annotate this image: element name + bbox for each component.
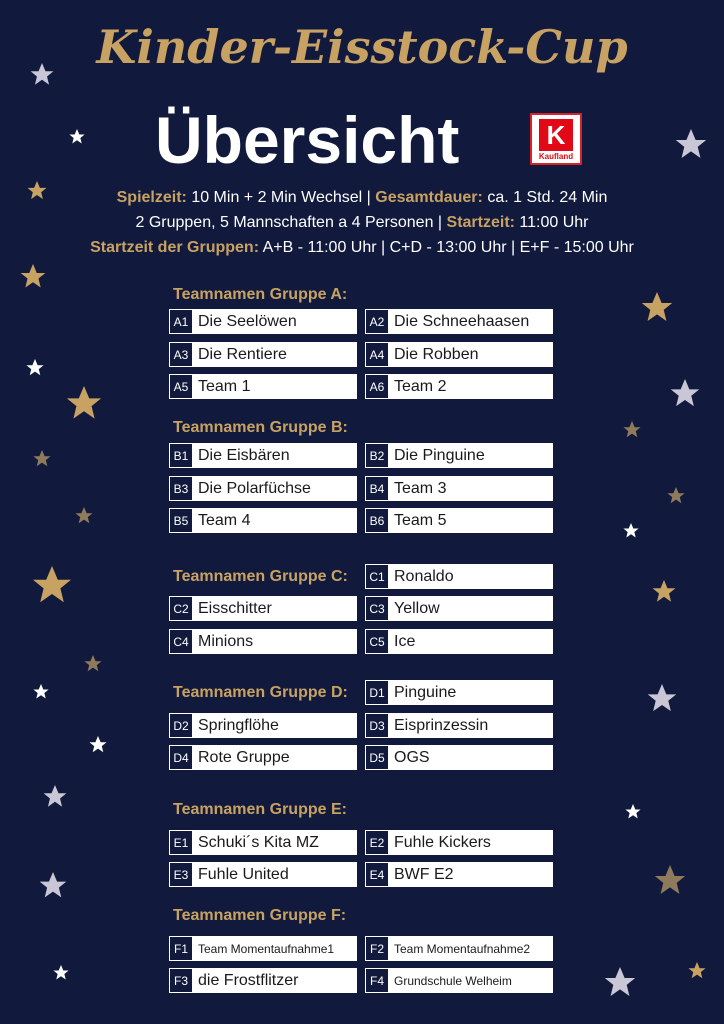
group-f-title: Teamnamen Gruppe F: bbox=[173, 907, 347, 924]
star-icon bbox=[605, 967, 635, 996]
team-cell bbox=[365, 713, 553, 738]
team-code: C2 bbox=[169, 596, 193, 621]
team-name: Team Momentaufnahme1 bbox=[193, 936, 357, 961]
star-icon bbox=[623, 523, 638, 537]
team-name: Die Seelöwen bbox=[193, 309, 357, 334]
team-name: Pinguine bbox=[389, 680, 553, 705]
team-cell bbox=[169, 476, 357, 501]
team-cell bbox=[169, 830, 357, 855]
team-name: Ice bbox=[389, 629, 553, 654]
team-code: E3 bbox=[169, 862, 193, 887]
star-icon bbox=[26, 359, 43, 375]
team-code: A6 bbox=[365, 374, 389, 399]
team-name: die Frostflitzer bbox=[193, 968, 357, 993]
team-name: Minions bbox=[193, 629, 357, 654]
team-cell bbox=[169, 936, 357, 961]
team-code: C3 bbox=[365, 596, 389, 621]
star-icon bbox=[89, 736, 106, 752]
value-spielzeit: 10 Min + 2 Min Wechsel | bbox=[191, 189, 371, 206]
team-code: D3 bbox=[365, 713, 389, 738]
team-code: F3 bbox=[169, 968, 193, 993]
team-name: Yellow bbox=[389, 596, 553, 621]
star-icon bbox=[648, 684, 677, 711]
team-code: F2 bbox=[365, 936, 389, 961]
team-name: Team 5 bbox=[389, 508, 553, 533]
team-name: Grundschule Welheim bbox=[389, 968, 553, 993]
group-b-title: Teamnamen Gruppe B: bbox=[173, 419, 348, 436]
script-title: Kinder-Eisstock-Cup bbox=[96, 20, 628, 74]
info-line-3 bbox=[0, 239, 724, 257]
team-cell bbox=[365, 443, 553, 468]
star-icon bbox=[33, 684, 48, 698]
team-cell bbox=[365, 936, 553, 961]
team-name: Team Momentaufnahme2 bbox=[389, 936, 553, 961]
team-code: B6 bbox=[365, 508, 389, 533]
team-name: Team 3 bbox=[389, 476, 553, 501]
team-cell bbox=[169, 713, 357, 738]
team-code: D2 bbox=[169, 713, 193, 738]
label-startzeit: Startzeit: bbox=[446, 214, 515, 231]
team-code: F1 bbox=[169, 936, 193, 961]
team-name: Die Robben bbox=[389, 342, 553, 367]
group-e-title: Teamnamen Gruppe E: bbox=[173, 801, 347, 818]
team-code: B2 bbox=[365, 443, 389, 468]
team-cell bbox=[365, 309, 553, 334]
team-name: Die Rentiere bbox=[193, 342, 357, 367]
star-icon bbox=[84, 655, 101, 671]
star-icon bbox=[653, 580, 676, 602]
team-cell bbox=[169, 508, 357, 533]
team-name: Fuhle Kickers bbox=[389, 830, 553, 855]
team-name: Springflöhe bbox=[193, 713, 357, 738]
team-code: E1 bbox=[169, 830, 193, 855]
team-name: Rote Gruppe bbox=[193, 745, 357, 770]
team-code: A1 bbox=[169, 309, 193, 334]
team-name: Die Eisbären bbox=[193, 443, 357, 468]
star-icon bbox=[642, 292, 672, 321]
group-a-title: Teamnamen Gruppe A: bbox=[173, 286, 348, 303]
team-name: Team 4 bbox=[193, 508, 357, 533]
team-code: B4 bbox=[365, 476, 389, 501]
team-cell bbox=[365, 629, 553, 654]
team-name: Team 1 bbox=[193, 374, 357, 399]
team-code: F4 bbox=[365, 968, 389, 993]
team-name: BWF E2 bbox=[389, 862, 553, 887]
star-icon bbox=[623, 421, 640, 437]
team-cell bbox=[365, 564, 553, 589]
team-name: Eisprinzessin bbox=[389, 713, 553, 738]
team-code: C1 bbox=[365, 564, 389, 589]
team-name: Die Polarfüchse bbox=[193, 476, 357, 501]
team-code: B5 bbox=[169, 508, 193, 533]
team-code: B3 bbox=[169, 476, 193, 501]
team-code: A5 bbox=[169, 374, 193, 399]
star-icon bbox=[33, 450, 50, 466]
star-icon bbox=[21, 264, 46, 288]
team-name: Schuki´s Kita MZ bbox=[193, 830, 357, 855]
team-cell bbox=[169, 745, 357, 770]
team-cell bbox=[365, 596, 553, 621]
value-gesamtdauer: ca. 1 Std. 24 Min bbox=[487, 189, 608, 206]
team-code: C4 bbox=[169, 629, 193, 654]
star-icon bbox=[667, 487, 684, 503]
group-c-title: Teamnamen Gruppe C: bbox=[173, 568, 348, 585]
label-startzeit-gruppen: Startzeit der Gruppen: bbox=[90, 239, 260, 256]
team-name: Die Schneehaasen bbox=[389, 309, 553, 334]
team-name: Die Pinguine bbox=[389, 443, 553, 468]
logo-text: Kaufland bbox=[538, 152, 574, 161]
star-icon bbox=[625, 804, 640, 818]
team-cell bbox=[169, 596, 357, 621]
team-cell bbox=[169, 309, 357, 334]
team-name: Fuhle United bbox=[193, 862, 357, 887]
team-code: A2 bbox=[365, 309, 389, 334]
value-startzeit-gruppen: A+B - 11:00 Uhr | C+D - 13:00 Uhr | E+F - 15:00 Uhr bbox=[262, 239, 634, 256]
group-d-title: Teamnamen Gruppe D: bbox=[173, 684, 348, 701]
value-gruppen: 2 Gruppen, 5 Mannschaften a 4 Personen | bbox=[135, 214, 443, 231]
team-cell bbox=[169, 968, 357, 993]
team-cell bbox=[365, 342, 553, 367]
team-cell bbox=[169, 374, 357, 399]
star-icon bbox=[69, 129, 84, 143]
kaufland-logo bbox=[530, 113, 582, 165]
team-cell bbox=[365, 508, 553, 533]
team-cell bbox=[365, 476, 553, 501]
star-icon bbox=[75, 507, 92, 523]
label-spielzeit: Spielzeit: bbox=[116, 189, 187, 206]
star-icon bbox=[676, 129, 706, 158]
team-code: D4 bbox=[169, 745, 193, 770]
team-cell bbox=[365, 374, 553, 399]
team-name: Ronaldo bbox=[389, 564, 553, 589]
team-code: E4 bbox=[365, 862, 389, 887]
team-code: A4 bbox=[365, 342, 389, 367]
info-line-2 bbox=[0, 214, 724, 232]
team-code: D5 bbox=[365, 745, 389, 770]
team-code: E2 bbox=[365, 830, 389, 855]
info-line-1 bbox=[0, 189, 724, 207]
team-code: B1 bbox=[169, 443, 193, 468]
star-icon bbox=[53, 965, 68, 979]
value-startzeit: 11:00 Uhr bbox=[519, 214, 589, 231]
label-gesamtdauer: Gesamtdauer: bbox=[375, 189, 483, 206]
star-icon bbox=[655, 865, 685, 894]
team-code: D1 bbox=[365, 680, 389, 705]
team-cell bbox=[169, 862, 357, 887]
team-name: Team 2 bbox=[389, 374, 553, 399]
team-cell bbox=[169, 629, 357, 654]
star-icon bbox=[688, 962, 705, 978]
team-cell bbox=[365, 830, 553, 855]
team-cell bbox=[169, 342, 357, 367]
team-cell bbox=[365, 680, 553, 705]
team-name: OGS bbox=[389, 745, 553, 770]
star-icon bbox=[67, 386, 101, 419]
team-cell bbox=[365, 745, 553, 770]
team-code: C5 bbox=[365, 629, 389, 654]
main-title: Übersicht bbox=[155, 103, 460, 177]
star-icon bbox=[40, 872, 67, 897]
star-icon bbox=[33, 566, 71, 602]
team-code: A3 bbox=[169, 342, 193, 367]
team-name: Eisschitter bbox=[193, 596, 357, 621]
team-cell bbox=[365, 968, 553, 993]
logo-letter: K bbox=[539, 119, 573, 151]
team-cell bbox=[365, 862, 553, 887]
team-cell bbox=[169, 443, 357, 468]
star-icon bbox=[671, 379, 700, 406]
star-icon bbox=[44, 785, 67, 807]
